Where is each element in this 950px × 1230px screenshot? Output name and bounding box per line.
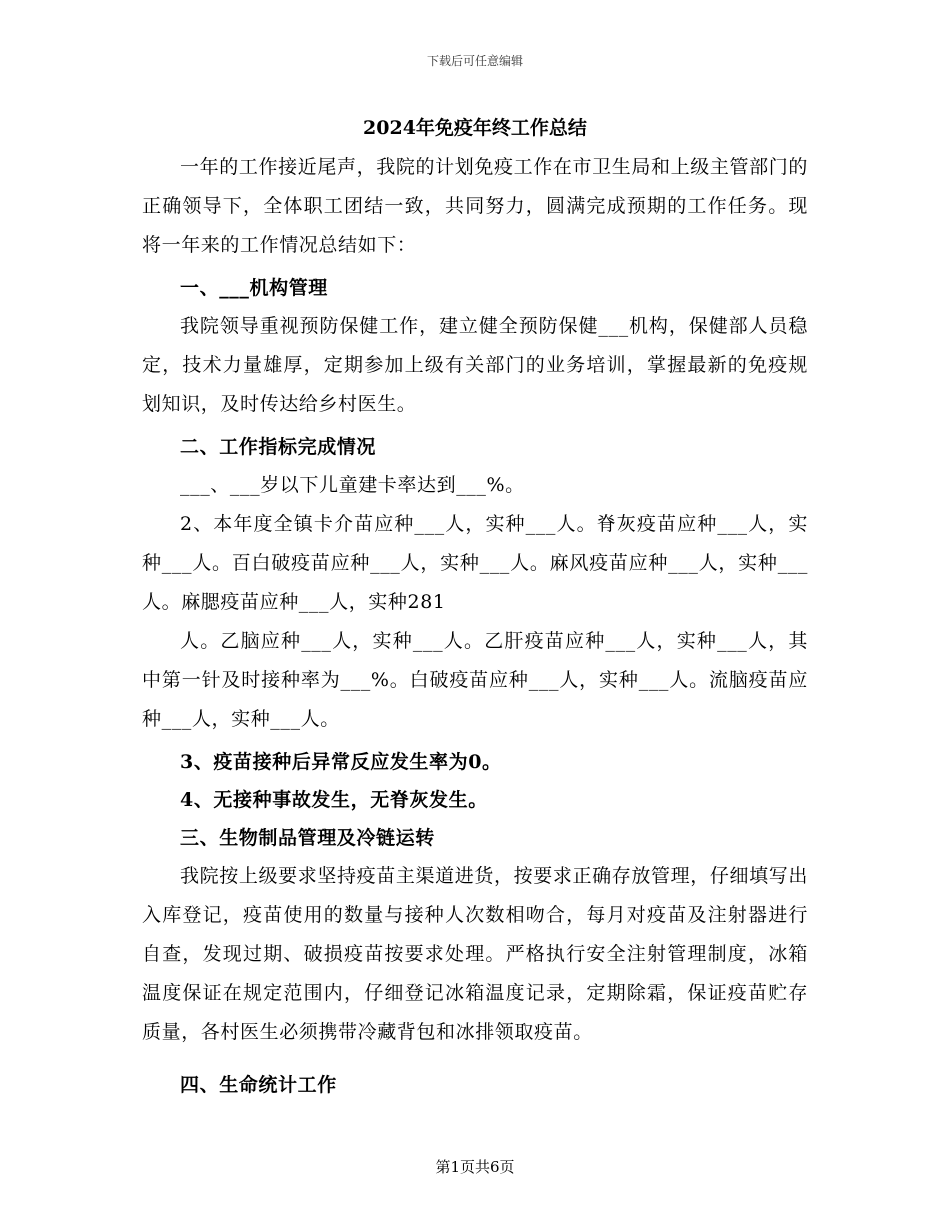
section-heading-1: 一、___机构管理 [180, 277, 328, 299]
indicator-item-2-part-1: 2、本年度全镇卡介苗应种___人，实种___人。脊灰疫苗应种___人，实种___人。百白破疫苗应种___人，实种___人。麻风疫苗应种___人，实种___人。麻腮疫苗应种___人，实种281 [142, 513, 808, 613]
document-title: 2024年免疫年终工作总结 [363, 117, 587, 139]
section-heading-4: 四、生命统计工作 [180, 1074, 337, 1096]
section-1-paragraph: 我院领导重视预防保健工作，建立健全预防保健___机构，保健部人员稳定，技术力量雄厚，定期参加上级有关部门的业务培训，掌握最新的免疫规划知识，及时传达给乡村医生。 [142, 315, 808, 415]
document-body [142, 108, 808, 1104]
section-heading-3: 三、生物制品管理及冷链运转 [180, 827, 435, 849]
indicator-item-1: ___、___岁以下儿童建卡率达到___%。 [180, 474, 525, 496]
indicator-item-2-part-2: 人。乙脑应种___人，实种___人。乙肝疫苗应种___人，实种___人，其中第一针及时接种率为___%。白破疫苗应种___人，实种___人。流脑疫苗应种___人，实种___人。 [142, 630, 808, 730]
intro-paragraph: 一年的工作接近尾声，我院的计划免疫工作在市卫生局和上级主管部门的正确领导下，全体职工团结一致，共同努力，圆满完成预期的工作任务。现将一年来的工作情况总结如下： [142, 156, 808, 256]
section-heading-2: 二、工作指标完成情况 [180, 436, 377, 458]
page-footer: 第1页共6页 [435, 1158, 515, 1176]
page-header: 下载后可任意编辑 [426, 54, 523, 68]
indicator-item-3: 3、疫苗接种后异常反应发生率为0。 [180, 751, 502, 773]
section-3-paragraph: 我院按上级要求坚持疫苗主渠道进货，按要求正确存放管理，仔细填写出入库登记，疫苗使用的数量与接种人次数相吻合，每月对疫苗及注射器进行自查，发现过期、破损疫苗按要求处理。严格执行安全注射管理制度，冰箱温度保证在规定范围内，仔细登记冰箱温度记录，定期除霜，保证疫苗贮存质量，各村医生必须携带冷藏背包和冰排领取疫苗。 [142, 865, 808, 1043]
indicator-item-4: 4、无接种事故发生，无脊灰发生。 [180, 789, 488, 811]
